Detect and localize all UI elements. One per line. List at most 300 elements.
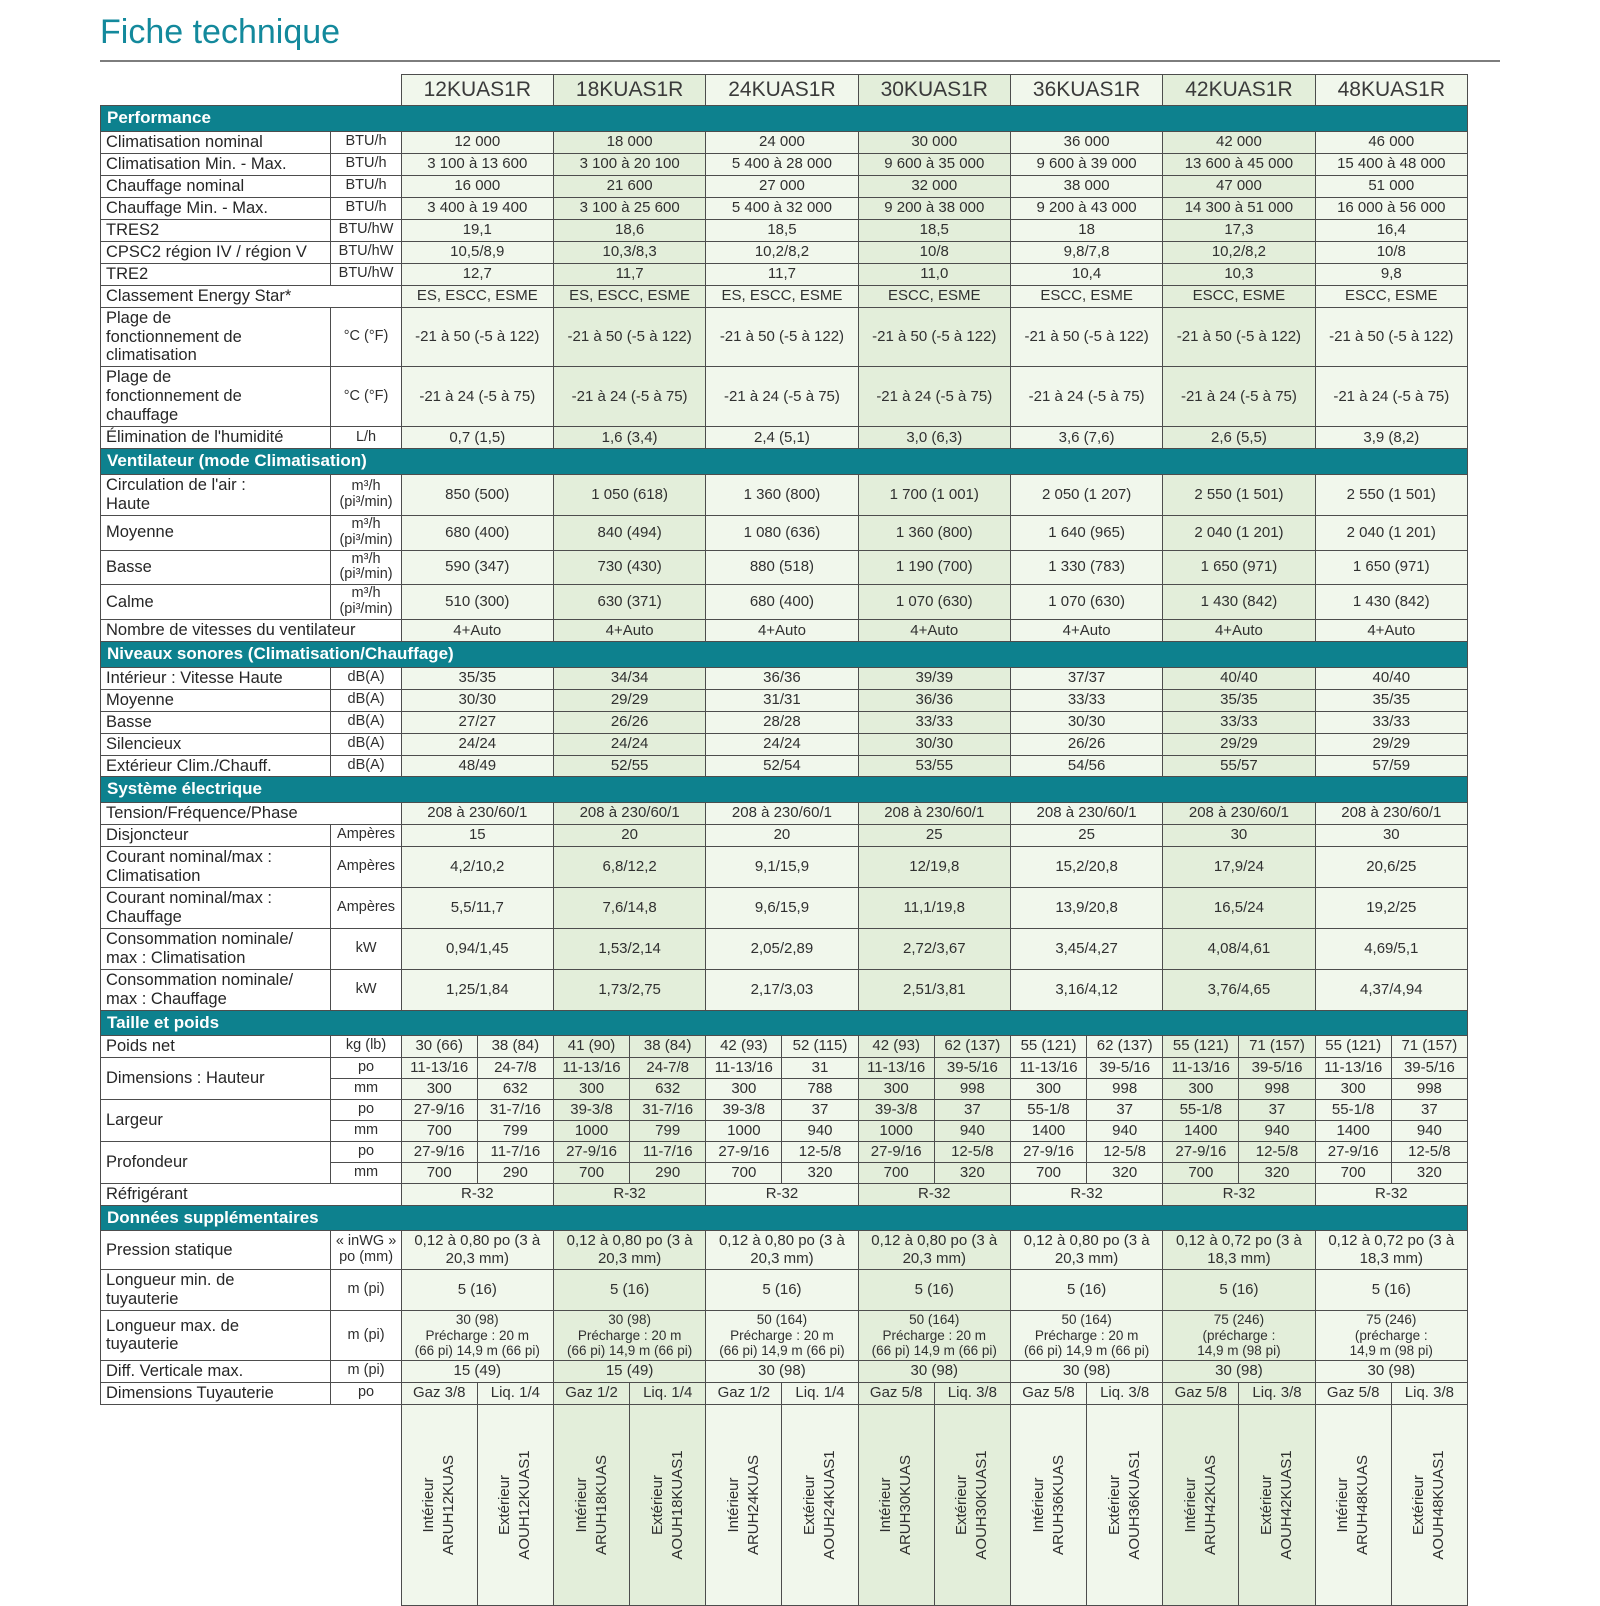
value-cell: ESCC, ESME <box>1315 285 1467 307</box>
value-cell: R-32 <box>858 1183 1010 1205</box>
value-cell: 0,12 à 0,80 po (3 à 20,3 mm) <box>706 1231 858 1270</box>
value-cell: 16 000 <box>401 175 553 197</box>
value-cell: 680 (400) <box>706 585 858 620</box>
row-label: Climatisation nominal <box>101 131 331 153</box>
value-cell: 4+Auto <box>553 620 705 642</box>
section-row <box>101 777 1468 802</box>
unit-name-label: Intérieur ARUH36KUAS <box>1029 1454 1067 1555</box>
value-cell: 55 (121) <box>1163 1035 1239 1057</box>
row-label: Plage de fonctionnement de climatisation <box>101 307 331 367</box>
value-cell: 39-3/8 <box>706 1099 782 1120</box>
table-row <box>101 1360 1468 1382</box>
value-cell: 5 (16) <box>401 1270 553 1311</box>
value-cell: 39-3/8 <box>553 1099 629 1120</box>
row-label: Dimensions : Hauteur <box>101 1057 331 1099</box>
table-row <box>101 1035 1468 1057</box>
value-cell: 3 100 à 25 600 <box>553 197 705 219</box>
model-header: 36KUAS1R <box>1010 75 1162 106</box>
row-label: TRES2 <box>101 219 331 241</box>
row-label: Pression statique <box>101 1231 331 1270</box>
value-cell: 1 360 (800) <box>706 474 858 515</box>
value-cell: 30 (98) <box>1315 1360 1467 1382</box>
value-cell: 1000 <box>706 1120 782 1141</box>
row-unit: po <box>331 1057 401 1078</box>
value-cell: R-32 <box>1163 1183 1315 1205</box>
value-cell: 5 (16) <box>1010 1270 1162 1311</box>
row-label: Extérieur Clim./Chauff. <box>101 755 331 777</box>
value-cell: 37 <box>1391 1099 1467 1120</box>
value-cell: 4+Auto <box>858 620 1010 642</box>
value-cell: 5 400 à 28 000 <box>706 153 858 175</box>
unit-name-label: Extérieur AOUH48KUAS1 <box>1410 1450 1448 1560</box>
value-cell: 300 <box>1315 1078 1391 1099</box>
row-label: Courant nominal/max : Chauffage <box>101 887 331 928</box>
value-cell: 4+Auto <box>1010 620 1162 642</box>
value-cell: 30 <box>1315 824 1467 846</box>
value-cell: 31-7/16 <box>477 1099 553 1120</box>
section-row <box>101 449 1468 474</box>
table-row <box>101 1231 1468 1270</box>
value-cell: 940 <box>1391 1120 1467 1141</box>
row-unit: kg (lb) <box>331 1035 401 1057</box>
title-divider <box>100 60 1500 62</box>
table-row <box>101 711 1468 733</box>
value-cell: 12-5/8 <box>782 1141 858 1162</box>
value-cell: -21 à 50 (-5 à 122) <box>1010 307 1162 367</box>
table-row <box>101 928 1468 969</box>
value-cell: 300 <box>401 1078 477 1099</box>
value-cell: Gaz 5/8 <box>1315 1382 1391 1404</box>
value-cell: 1,6 (3,4) <box>553 427 705 449</box>
value-cell: 32 000 <box>858 175 1010 197</box>
value-cell: 24/24 <box>706 733 858 755</box>
value-cell: 31 <box>782 1057 858 1078</box>
value-cell: 30/30 <box>401 689 553 711</box>
row-unit: °C (°F) <box>331 307 401 367</box>
value-cell: 30 (98) <box>1163 1360 1315 1382</box>
value-cell: 4+Auto <box>1315 620 1467 642</box>
value-cell: -21 à 50 (-5 à 122) <box>706 307 858 367</box>
model-header: 12KUAS1R <box>401 75 553 106</box>
model-header: 48KUAS1R <box>1315 75 1467 106</box>
value-cell: 208 à 230/60/1 <box>706 802 858 824</box>
value-cell: 31-7/16 <box>630 1099 706 1120</box>
unit-name-vertical <box>1010 1404 1086 1605</box>
value-cell: 11-13/16 <box>553 1057 629 1078</box>
table-row <box>101 1183 1468 1205</box>
value-cell: 25 <box>858 824 1010 846</box>
value-cell: 15 400 à 48 000 <box>1315 153 1467 175</box>
value-cell: 31/31 <box>706 689 858 711</box>
value-cell: 38 (84) <box>477 1035 553 1057</box>
value-cell: 36/36 <box>706 667 858 689</box>
value-cell: 4+Auto <box>706 620 858 642</box>
value-cell: 2 550 (1 501) <box>1315 474 1467 515</box>
value-cell: 0,7 (1,5) <box>401 427 553 449</box>
value-cell: 3,45/4,27 <box>1010 928 1162 969</box>
value-cell: 34/34 <box>553 667 705 689</box>
value-cell: 9 600 à 35 000 <box>858 153 1010 175</box>
value-cell: 1400 <box>1163 1120 1239 1141</box>
row-label: Climatisation Min. - Max. <box>101 153 331 175</box>
row-unit: BTU/h <box>331 153 401 175</box>
value-cell: 9 600 à 39 000 <box>1010 153 1162 175</box>
value-cell: 47 000 <box>1163 175 1315 197</box>
value-cell: 50 (164) Précharge : 20 m (66 pi) 14,9 m (66 pi) <box>1010 1311 1162 1361</box>
unit-name-label: Extérieur AOUH24KUAS1 <box>800 1450 839 1560</box>
value-cell: 11-13/16 <box>706 1057 782 1078</box>
value-cell: 55/57 <box>1163 755 1315 777</box>
value-cell: 11-13/16 <box>1010 1057 1086 1078</box>
value-cell: 30 <box>1163 824 1315 846</box>
value-cell: 7,6/14,8 <box>553 887 705 928</box>
value-cell: 11-13/16 <box>1315 1057 1391 1078</box>
value-cell: 12/19,8 <box>858 846 1010 887</box>
value-cell: 18,5 <box>858 219 1010 241</box>
value-cell: 35/35 <box>1315 689 1467 711</box>
table-row <box>101 802 1468 824</box>
value-cell: 3 100 à 13 600 <box>401 153 553 175</box>
value-cell: 17,9/24 <box>1163 846 1315 887</box>
value-cell: 700 <box>1315 1162 1391 1183</box>
value-cell: 12-5/8 <box>1391 1141 1467 1162</box>
value-cell: 52/55 <box>553 755 705 777</box>
value-cell: 11-13/16 <box>1163 1057 1239 1078</box>
unit-name-vertical <box>1391 1404 1467 1605</box>
table-row <box>101 307 1468 367</box>
value-cell: 998 <box>1087 1078 1163 1099</box>
value-cell: 17,3 <box>1163 219 1315 241</box>
value-cell: 54/56 <box>1010 755 1162 777</box>
model-header: 18KUAS1R <box>553 75 705 106</box>
row-unit: °C (°F) <box>331 367 401 427</box>
value-cell: 1 430 (842) <box>1163 585 1315 620</box>
row-label: Silencieux <box>101 733 331 755</box>
value-cell: 12-5/8 <box>934 1141 1010 1162</box>
value-cell: Liq. 1/4 <box>477 1382 553 1404</box>
value-cell: 1,73/2,75 <box>553 969 705 1010</box>
value-cell: 15 (49) <box>401 1360 553 1382</box>
value-cell: Gaz 5/8 <box>858 1382 934 1404</box>
value-cell: 37 <box>782 1099 858 1120</box>
value-cell: 10,3/8,3 <box>553 241 705 263</box>
value-cell: 40/40 <box>1315 667 1467 689</box>
value-cell: 9,8/7,8 <box>1010 241 1162 263</box>
value-cell: 55-1/8 <box>1315 1099 1391 1120</box>
table-row <box>101 263 1468 285</box>
value-cell: 11,7 <box>706 263 858 285</box>
unit-name-vertical <box>858 1404 934 1605</box>
value-cell: 42 (93) <box>858 1035 934 1057</box>
model-header-row <box>101 75 1468 106</box>
table-row <box>101 1311 1468 1361</box>
value-cell: 940 <box>1087 1120 1163 1141</box>
value-cell: 2 040 (1 201) <box>1163 515 1315 550</box>
value-cell: 10/8 <box>1315 241 1467 263</box>
value-cell: 24 000 <box>706 131 858 153</box>
value-cell: 21 600 <box>553 175 705 197</box>
value-cell: 27-9/16 <box>401 1141 477 1162</box>
value-cell: 1 640 (965) <box>1010 515 1162 550</box>
section-title: Niveaux sonores (Climatisation/Chauffage) <box>101 642 1468 667</box>
value-cell: 26/26 <box>1010 733 1162 755</box>
value-cell: 3,76/4,65 <box>1163 969 1315 1010</box>
value-cell: 36 000 <box>1010 131 1162 153</box>
section-title: Données supplémentaires <box>101 1205 1468 1230</box>
value-cell: ESCC, ESME <box>1163 285 1315 307</box>
row-label: Circulation de l'air : Haute <box>101 474 331 515</box>
value-cell: 3 400 à 19 400 <box>401 197 553 219</box>
unit-name-label: Intérieur ARUH18KUAS <box>572 1454 610 1555</box>
value-cell: Liq. 3/8 <box>934 1382 1010 1404</box>
value-cell: -21 à 50 (-5 à 122) <box>553 307 705 367</box>
value-cell: 16,5/24 <box>1163 887 1315 928</box>
value-cell: 799 <box>630 1120 706 1141</box>
row-unit: m³/h (pi³/min) <box>331 550 401 585</box>
table-row <box>101 1382 1468 1404</box>
value-cell: 25 <box>1010 824 1162 846</box>
row-unit: po <box>331 1382 401 1404</box>
value-cell: 26/26 <box>553 711 705 733</box>
value-cell: ES, ESCC, ESME <box>553 285 705 307</box>
value-cell: 30 (98) <box>858 1360 1010 1382</box>
value-cell: 30 000 <box>858 131 1010 153</box>
value-cell: 3 100 à 20 100 <box>553 153 705 175</box>
value-cell: 55 (121) <box>1010 1035 1086 1057</box>
page-title: Fiche technique <box>100 13 341 51</box>
value-cell: 51 000 <box>1315 175 1467 197</box>
value-cell: Liq. 3/8 <box>1239 1382 1315 1404</box>
value-cell: 30/30 <box>858 733 1010 755</box>
value-cell: 75 (246) (précharge : 14,9 m (98 pi) <box>1163 1311 1315 1361</box>
table-row <box>101 1141 1468 1162</box>
row-label: Moyenne <box>101 515 331 550</box>
unit-names-row <box>101 1404 1468 1605</box>
value-cell: 24/24 <box>401 733 553 755</box>
value-cell: 37 <box>1239 1099 1315 1120</box>
value-cell: Liq. 1/4 <box>630 1382 706 1404</box>
value-cell: 19,2/25 <box>1315 887 1467 928</box>
row-unit: Ampères <box>331 824 401 846</box>
value-cell: 940 <box>934 1120 1010 1141</box>
row-unit: m (pi) <box>331 1270 401 1311</box>
value-cell: 2,17/3,03 <box>706 969 858 1010</box>
row-label: Nombre de vitesses du ventilateur <box>101 620 402 642</box>
value-cell: 590 (347) <box>401 550 553 585</box>
value-cell: 27 000 <box>706 175 858 197</box>
row-unit: m (pi) <box>331 1360 401 1382</box>
value-cell: 5 (16) <box>858 1270 1010 1311</box>
spec-table <box>100 74 1468 1605</box>
header-spacer <box>101 75 402 106</box>
row-label: Longueur max. de tuyauterie <box>101 1311 331 1361</box>
value-cell: 9 200 à 43 000 <box>1010 197 1162 219</box>
row-label: Basse <box>101 550 331 585</box>
value-cell: 730 (430) <box>553 550 705 585</box>
value-cell: 42 (93) <box>706 1035 782 1057</box>
row-unit: BTU/h <box>331 175 401 197</box>
value-cell: 37 <box>934 1099 1010 1120</box>
value-cell: 208 à 230/60/1 <box>1315 802 1467 824</box>
value-cell: 57/59 <box>1315 755 1467 777</box>
row-label: Classement Energy Star* <box>101 285 402 307</box>
row-label: Plage de fonctionnement de chauffage <box>101 367 331 427</box>
model-header: 42KUAS1R <box>1163 75 1315 106</box>
value-cell: 0,12 à 0,80 po (3 à 20,3 mm) <box>401 1231 553 1270</box>
row-label: CPSC2 région IV / région V <box>101 241 331 263</box>
row-unit: BTU/hW <box>331 263 401 285</box>
row-unit: m (pi) <box>331 1311 401 1361</box>
value-cell: 320 <box>1087 1162 1163 1183</box>
row-label: Chauffage nominal <box>101 175 331 197</box>
row-unit: dB(A) <box>331 689 401 711</box>
value-cell: 5 (16) <box>1315 1270 1467 1311</box>
value-cell: 0,12 à 0,80 po (3 à 20,3 mm) <box>553 1231 705 1270</box>
value-cell: 1 650 (971) <box>1315 550 1467 585</box>
value-cell: 2 550 (1 501) <box>1163 474 1315 515</box>
value-cell: 18 <box>1010 219 1162 241</box>
value-cell: 2,51/3,81 <box>858 969 1010 1010</box>
value-cell: 3,9 (8,2) <box>1315 427 1467 449</box>
value-cell: 33/33 <box>858 711 1010 733</box>
table-row <box>101 515 1468 550</box>
value-cell: 33/33 <box>1315 711 1467 733</box>
value-cell: 12 000 <box>401 131 553 153</box>
value-cell: 1 080 (636) <box>706 515 858 550</box>
row-label: Poids net <box>101 1035 331 1057</box>
value-cell: 300 <box>1010 1078 1086 1099</box>
value-cell: 4+Auto <box>401 620 553 642</box>
value-cell: 13 600 à 45 000 <box>1163 153 1315 175</box>
value-cell: Gaz 3/8 <box>401 1382 477 1404</box>
value-cell: 36/36 <box>858 689 1010 711</box>
table-row <box>101 197 1468 219</box>
value-cell: 2,6 (5,5) <box>1163 427 1315 449</box>
value-cell: 27/27 <box>401 711 553 733</box>
value-cell: -21 à 24 (-5 à 75) <box>706 367 858 427</box>
value-cell: 18 000 <box>553 131 705 153</box>
row-unit: Ampères <box>331 887 401 928</box>
value-cell: 71 (157) <box>1391 1035 1467 1057</box>
value-cell: 30/30 <box>1010 711 1162 733</box>
table-row <box>101 367 1468 427</box>
table-row <box>101 620 1468 642</box>
value-cell: 2,72/3,67 <box>858 928 1010 969</box>
table-row <box>101 667 1468 689</box>
value-cell: 20,6/25 <box>1315 846 1467 887</box>
row-unit: « inWG » po (mm) <box>331 1231 401 1270</box>
value-cell: 5 (16) <box>553 1270 705 1311</box>
value-cell: 39-3/8 <box>858 1099 934 1120</box>
row-label: Tension/Fréquence/Phase <box>101 802 402 824</box>
value-cell: 1,53/2,14 <box>553 928 705 969</box>
table-row <box>101 131 1468 153</box>
table-row <box>101 175 1468 197</box>
table-row <box>101 1099 1468 1120</box>
value-cell: 27-9/16 <box>401 1099 477 1120</box>
model-header: 24KUAS1R <box>706 75 858 106</box>
value-cell: 35/35 <box>1163 689 1315 711</box>
value-cell: 700 <box>401 1120 477 1141</box>
value-cell: 940 <box>1239 1120 1315 1141</box>
unit-name-label: Extérieur AOUH18KUAS1 <box>648 1450 686 1560</box>
value-cell: 62 (137) <box>934 1035 1010 1057</box>
value-cell: 33/33 <box>1163 711 1315 733</box>
value-cell: 632 <box>630 1078 706 1099</box>
table-row <box>101 689 1468 711</box>
value-cell: 39-5/16 <box>934 1057 1010 1078</box>
value-cell: 46 000 <box>1315 131 1467 153</box>
value-cell: 998 <box>1239 1078 1315 1099</box>
row-label: Dimensions Tuyauterie <box>101 1382 331 1404</box>
unit-name-vertical <box>706 1404 782 1605</box>
table-row <box>101 1057 1468 1078</box>
value-cell: 1400 <box>1010 1120 1086 1141</box>
row-unit: po <box>331 1141 401 1162</box>
value-cell: -21 à 24 (-5 à 75) <box>553 367 705 427</box>
section-row <box>101 106 1468 131</box>
value-cell: ESCC, ESME <box>1010 285 1162 307</box>
row-unit: BTU/h <box>331 131 401 153</box>
unit-name-label: Extérieur AOUH42KUAS1 <box>1257 1450 1295 1560</box>
section-title: Taille et poids <box>101 1010 1468 1035</box>
value-cell: 1 070 (630) <box>858 585 1010 620</box>
value-cell: 700 <box>553 1162 629 1183</box>
value-cell: 30 (98) Précharge : 20 m (66 pi) 14,9 m (66 pi) <box>401 1311 553 1361</box>
value-cell: 9,1/15,9 <box>706 846 858 887</box>
unit-name-vertical <box>630 1404 706 1605</box>
value-cell: 10,2/8,2 <box>706 241 858 263</box>
value-cell: 27-9/16 <box>1163 1141 1239 1162</box>
value-cell: 27-9/16 <box>1315 1141 1391 1162</box>
value-cell: 52 (115) <box>782 1035 858 1057</box>
value-cell: 75 (246) (précharge : 14,9 m (98 pi) <box>1315 1311 1467 1361</box>
value-cell: 12-5/8 <box>1239 1141 1315 1162</box>
row-unit: dB(A) <box>331 711 401 733</box>
unit-name-label: Extérieur AOUH36KUAS1 <box>1105 1450 1143 1560</box>
table-row <box>101 550 1468 585</box>
value-cell: 24-7/8 <box>477 1057 553 1078</box>
value-cell: 24/24 <box>553 733 705 755</box>
value-cell: 880 (518) <box>706 550 858 585</box>
value-cell: 320 <box>1391 1162 1467 1183</box>
value-cell: 0,12 à 0,72 po (3 à 18,3 mm) <box>1163 1231 1315 1270</box>
value-cell: 20 <box>706 824 858 846</box>
value-cell: 30 (98) <box>1010 1360 1162 1382</box>
row-unit: m³/h (pi³/min) <box>331 515 401 550</box>
value-cell: 208 à 230/60/1 <box>1010 802 1162 824</box>
value-cell: 998 <box>934 1078 1010 1099</box>
table-row <box>101 846 1468 887</box>
value-cell: 3,0 (6,3) <box>858 427 1010 449</box>
spec-sheet-page <box>100 14 1500 1606</box>
value-cell: 14 300 à 51 000 <box>1163 197 1315 219</box>
value-cell: 700 <box>706 1162 782 1183</box>
value-cell: 15 <box>401 824 553 846</box>
value-cell: Liq. 1/4 <box>782 1382 858 1404</box>
unit-name-vertical <box>934 1404 1010 1605</box>
value-cell: 2 050 (1 207) <box>1010 474 1162 515</box>
value-cell: ESCC, ESME <box>858 285 1010 307</box>
value-cell: 42 000 <box>1163 131 1315 153</box>
value-cell: 5 (16) <box>1163 1270 1315 1311</box>
value-cell: 29/29 <box>1315 733 1467 755</box>
value-cell: 15 (49) <box>553 1360 705 1382</box>
value-cell: 40/40 <box>1163 667 1315 689</box>
value-cell: 55 (121) <box>1315 1035 1391 1057</box>
value-cell: 2 040 (1 201) <box>1315 515 1467 550</box>
value-cell: 680 (400) <box>401 515 553 550</box>
